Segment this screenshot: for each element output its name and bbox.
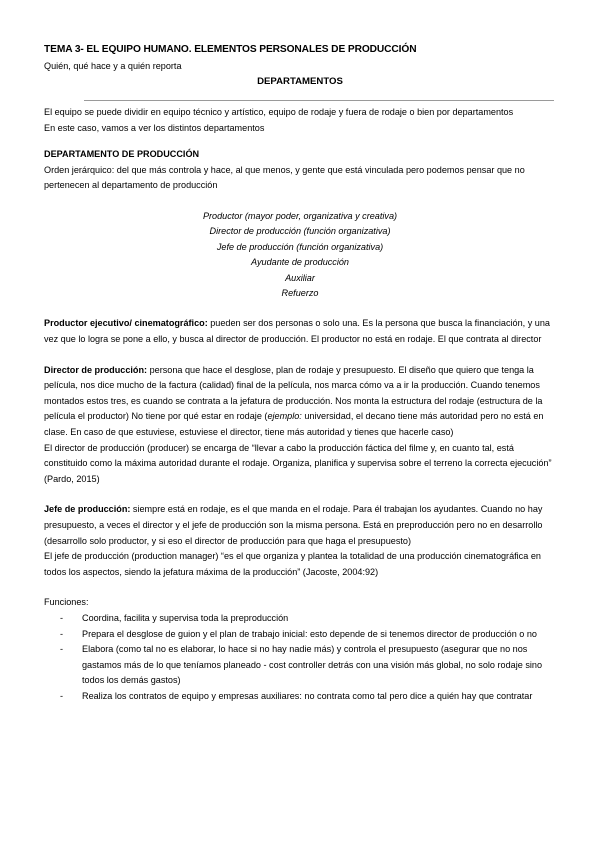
- list-item-text: Coordina, facilita y supervisa toda la preproducción: [82, 612, 289, 623]
- document-title: TEMA 3- EL EQUIPO HUMANO. ELEMENTOS PERSONALES DE PRODUCCIÓN: [44, 44, 417, 55]
- production-director-label: Director de producción:: [44, 364, 148, 375]
- hierarchy-item: Ayudante de producción: [250, 257, 349, 268]
- section-heading-departamentos: DEPARTAMENTOS: [257, 76, 343, 87]
- bullet-dash: -: [60, 644, 64, 655]
- horizontal-rule: [84, 100, 554, 101]
- production-director-quote: El director de producción (producer) se encarga de “llevar a cabo la producción fáctica del filme y, en cuanto tal, está constituido como la máxima autoridad durante el rodaje. Organiza, planifica y supervisa sobre el terreno la correcta ejecución” (Pardo, 2015): [44, 442, 552, 484]
- production-manager-paragraph: [44, 502, 556, 549]
- document-subtitle: Quién, qué hace y a quién reporta: [44, 61, 182, 71]
- production-manager-quote: El jefe de producción (production manager) “es el que organiza y plantea la totalidad de una producción cinematográfica en todos los aspectos, siendo la jefatura máxima de la producción” (Jacoste, 2004:92): [44, 551, 541, 577]
- list-item-text: Prepara el desglose de guion y el plan de trabajo inicial: esto depende de si tenemos director de producción o no: [82, 628, 537, 639]
- intro-paragraph: El equipo se puede dividir en equipo técnico y artístico, equipo de rodaje y fuera de rodaje o bien por departamentos: [44, 107, 514, 117]
- executive-producer-paragraph: [44, 316, 556, 347]
- production-dept-title: DEPARTAMENTO DE PRODUCCIÓN: [44, 149, 200, 160]
- list-item: [44, 689, 556, 705]
- list-item: [44, 611, 556, 627]
- executive-producer-text: pueden ser dos personas o solo una. Es la persona que busca la financiación, y una vez que lo logra se pone a ello, y busca al director de producción. El productor no está en rodaje. El que contrata al director: [44, 318, 550, 344]
- hierarchy-item: Jefe de producción (función organizativa): [216, 241, 384, 252]
- functions-title: Funciones:: [44, 597, 89, 608]
- bullet-dash: -: [60, 612, 64, 623]
- bullet-dash: -: [60, 628, 64, 639]
- example-label: ejemplo:: [267, 411, 302, 422]
- hierarchy-item: Auxiliar: [285, 272, 315, 283]
- production-director-paragraph: [44, 363, 556, 441]
- hierarchy-item: Productor (mayor poder, organizativa y creativa): [202, 210, 398, 221]
- document-page: [44, 42, 556, 704]
- bullet-dash: -: [60, 690, 64, 701]
- list-item: [44, 642, 556, 689]
- hierarchy-item: Refuerzo: [281, 288, 319, 298]
- hierarchy-list: [44, 209, 556, 301]
- production-director-text-b: universidad, el decano tiene más autoridad pero no está en clase. En caso de que estuviese, estuviese el director, tiene más autoridad y tienes que hacerle caso): [44, 411, 544, 437]
- production-manager-label: Jefe de producción:: [44, 504, 131, 515]
- list-item-text: Elabora (como tal no es elaborar, lo hace si no hay nadie más) y controla el presupuesto (asegurar que no nos gastamos más de lo que teníamos planeado - cost controller detrás con una visión más global, no solo rodaje sino todos los demás gastos): [82, 644, 543, 686]
- production-dept-text: Orden jerárquico: del que más controla y hace, al que menos, y gente que está vinculada pero podemos pensar que no pertenecen al departamento de producción: [44, 164, 525, 191]
- executive-producer-label: Productor ejecutivo/ cinematográfico:: [44, 318, 208, 329]
- production-director-text-a: persona que hace el desglose, plan de rodaje y presupuesto. El diseño que quiero que tenga la película, nos dice mucho de la factura (calidad) final de la película, nos marca cómo va a ir la producción. Cuando tenemos montados estos tres, es cuando se contrata a la jefatura de producción. Nos monta la estructura del rodaje (estructura de la película el productor) No tiene por qué estar en rodaje (: [44, 364, 543, 422]
- list-item-text: Realiza los contratos de equipo y empresas auxiliares: no contrata como tal pero dice a quién hay que contratar: [82, 690, 533, 701]
- list-item: [44, 627, 556, 643]
- production-manager-text: siempre está en rodaje, es el que manda en el rodaje. Para él trabajan los ayudantes. Cuando no hay presupuesto, a veces el director y el jefe de producción son la misma persona. Está en preproducción pero no en desarrollo (desarrollo solo productor, y si eso el director de producción para que haga el presupuesto): [44, 504, 543, 546]
- intro-paragraph-2: En este caso, vamos a ver los distintos departamentos: [44, 122, 265, 133]
- hierarchy-item: Director de producción (función organizativa): [209, 226, 391, 237]
- functions-list: [44, 611, 556, 705]
